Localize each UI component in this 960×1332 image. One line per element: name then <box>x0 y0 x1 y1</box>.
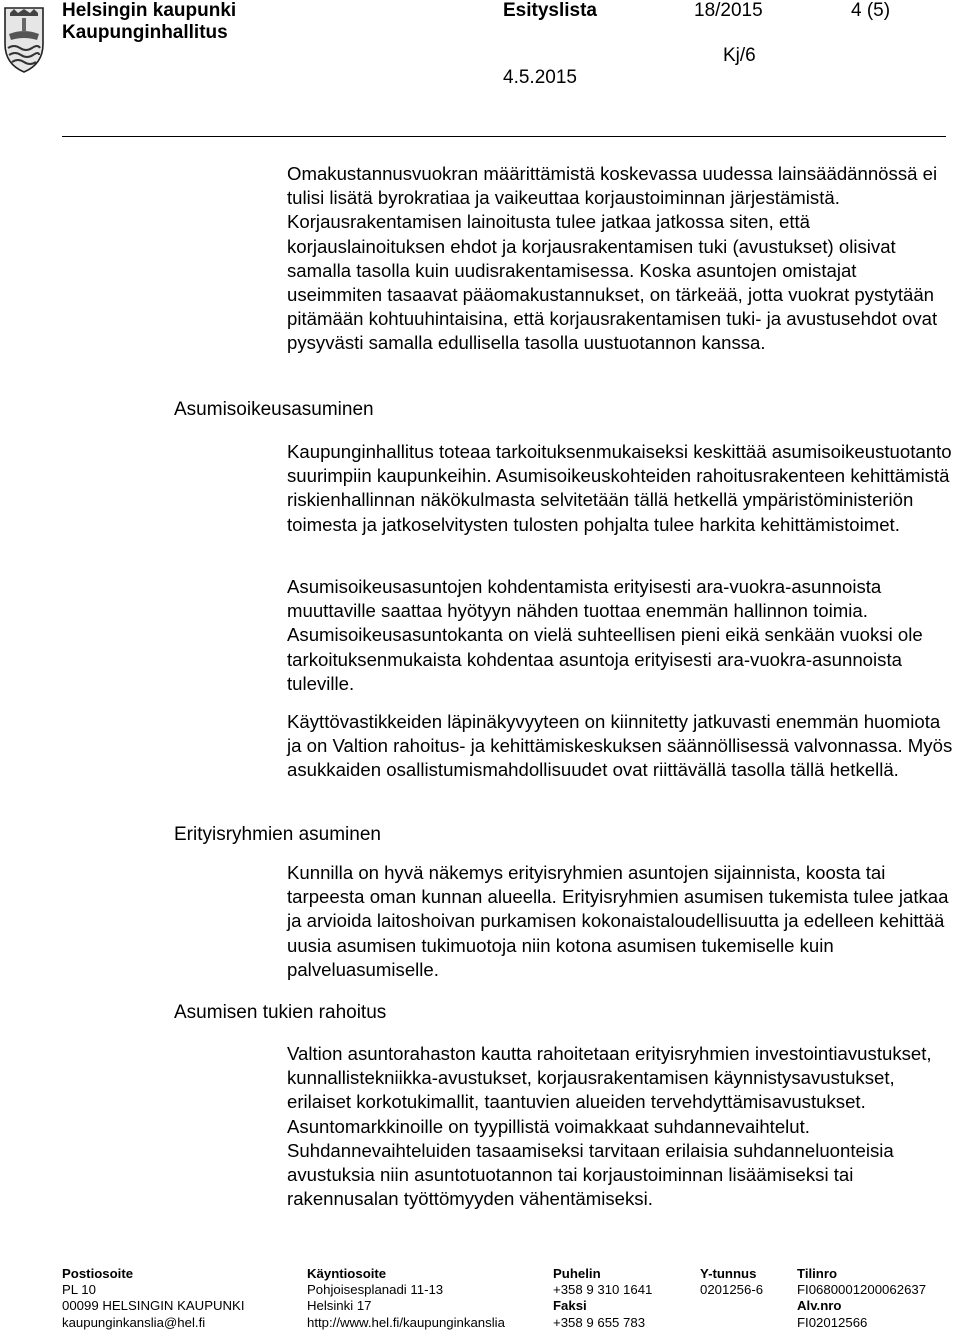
paragraph: Kunnilla on hyvä näkemys erityisryhmien asuntojen sijainnista, koosta tai tarpeesta oman kunnan alueella. Erityisryhmien asumisen tukemista tulee jatkaa ja arvioida laitoshoivan purkamisen kokonaistaloudellisuutta ja edelleen kehittää uusia asumisen tukimuotoja niin kotona asumisen tukemiselle kuin palveluasumiselle. <box>287 862 949 980</box>
footer-value: FI0680001200062637 <box>797 1282 927 1298</box>
footer-value: Pohjoisesplanadi 11-13 <box>307 1282 444 1298</box>
section-code: Kj/6 <box>723 45 756 66</box>
footer-account <box>797 1266 926 1331</box>
section-heading: Asumisoikeusasuminen <box>174 399 374 420</box>
paragraph: Käyttövastikkeiden läpinäkyvyyteen on kiinnitetty jatkuvasti enemmän huomiota ja on Valtion rahoitus- ja kehittämiskeskuksen säännöllisessä valvonnassa. Myös asukkaiden osallistumismahdollisuudet ovat riittävällä tasolla tällä hetkellä. <box>287 711 953 781</box>
footer-label: Puhelin <box>553 1266 601 1281</box>
footer-business-id <box>700 1266 763 1298</box>
footer-website-link[interactable]: http://www.hel.fi/kaupunginkanslia <box>307 1314 505 1330</box>
header-divider <box>62 136 946 137</box>
paragraph: Valtion asuntorahaston kautta rahoitetaan erityisryhmien investointiavustukset, kunnallistekniikka-avustukset, korjausrakentamisen käynnistysavustukset, erilaiset korkotukimallit, taantuvien alueiden tervehdyttämisavustukset. Asuntomarkkinoille on tyypillistä voimakkaat suhdannevaihtelut. Suhdannevaihteluiden tasaamiseksi tarvitaan erilaisia suhdanneluonteisia avustuksia niin asuntotuotannon tai korjaustoiminnan lisäämiseksi tai rakennusalan työttömyyden vähentämiseksi. <box>287 1043 932 1210</box>
footer-label: Käyntiosoite <box>307 1266 387 1281</box>
paragraph: Omakustannusvuokran määrittämistä koskevassa uudessa lainsäädännössä ei tulisi lisätä byrokratiaa ja vaikeuttaa korjaustoiminnan järjestämistä. Korjausrakentamisen lainoitusta tulee jatkaa jatkossa siten, että korjauslainoituksen ehdot ja korjausrakentamisen tuki (avustukset) olisivat samalla tasolla kuin uudisrakentamisessa. Koska asuntojen omistajat useimmiten tasaavat pääomakustannukset, on tärkeää, jotta vuokrat pystytään pitämään kohtuuhintaisina, että korjausrakentamisen tuki- ja avustusehdot ovat pysyvästi samalla edullisella tasolla uustuotannon kanssa. <box>287 163 938 354</box>
footer-label: Faksi <box>553 1298 587 1314</box>
section-heading: Erityisryhmien asuminen <box>174 824 381 845</box>
footer-visiting-address <box>307 1266 505 1331</box>
footer-value: Helsinki 17 <box>307 1298 372 1314</box>
body-name: Kaupunginhallitus <box>62 22 228 43</box>
footer-value: FI02012566 <box>797 1314 868 1330</box>
footer-phone <box>553 1266 652 1331</box>
page-number: 4 (5) <box>851 0 891 21</box>
document-type: Esityslista <box>503 0 597 21</box>
footer-label: Postiosoite <box>62 1266 134 1281</box>
document-number: 18/2015 <box>694 0 763 21</box>
section-heading: Asumisen tukien rahoitus <box>174 1002 387 1023</box>
footer-value: 00099 HELSINGIN KAUPUNKI <box>62 1298 245 1314</box>
footer-email-link[interactable]: kaupunginkanslia@hel.fi <box>62 1314 206 1330</box>
footer-value: PL 10 <box>62 1282 96 1298</box>
document-date: 4.5.2015 <box>503 67 577 88</box>
paragraph: Kaupunginhallitus toteaa tarkoituksenmukaiseksi keskittää asumisoikeustuotanto suurimpiin kaupunkeihin. Asumisoikeuskohteiden rahoitusrakenteen kehittämistä riskienhallinnan näkökulmasta selvitetään tällä hetkellä ympäristöministeriön toimesta ja jatkoselvitysten tulosten pohjalta tulee harkita kehittämistoimet. <box>287 441 952 535</box>
footer-label: Tilinro <box>797 1266 838 1281</box>
organization-name: Helsingin kaupunki <box>62 0 237 21</box>
footer-label: Y-tunnus <box>700 1266 757 1281</box>
footer-postal-address <box>62 1266 245 1331</box>
footer-label: Alv.nro <box>797 1298 842 1314</box>
footer-value: +358 9 310 1641 <box>553 1282 653 1298</box>
footer-value: 0201256-6 <box>700 1282 764 1298</box>
paragraph: Asumisoikeusasuntojen kohdentamista erityisesti ara-vuokra-asunnoista muuttaville saattaa hyötyyn nähden tuottaa enemmän hallinnon toimia. Asumisoikeusasuntokanta on vielä suhteellisen pieni eikä senkään vuoksi ole tarkoituksenmukaista kohdentaa asuntoja erityisesti ara-vuokra-asunnoista tuleville. <box>287 576 923 694</box>
helsinki-coat-of-arms-icon <box>2 4 46 74</box>
footer-value: +358 9 655 783 <box>553 1314 646 1330</box>
